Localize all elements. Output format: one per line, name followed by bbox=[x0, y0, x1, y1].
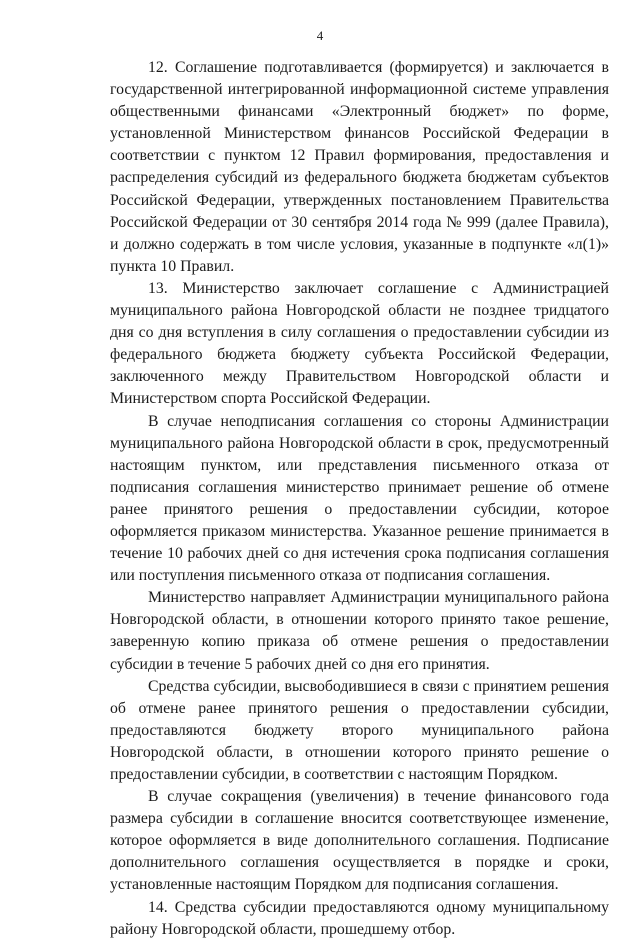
paragraph-order-copy: Министерство направляет Администрации муниципального района Новгородской области, в отношении которого принято такое решение, заверенную копию приказа об отмене решения о предоставлении субсидии в течение 5 рабочих дней со дня его принятия. bbox=[110, 589, 609, 673]
paragraph-non-signing: В случае неподписания соглашения со стороны Администрации муниципального района Новгородской области в срок, предусмотренный настоящим пунктом, или представления письменного отказа от подписания соглашения министерство принимает решение об отмене ранее принятого решения о предоставлении субсидии, которое оформляется приказом министерства. Указанное решение принимается в течение 10 рабочих дней со дня истечения срока подписания соглашения или поступления письменного отказа от подписания соглашения. bbox=[110, 412, 609, 585]
paragraph-subsidy-change: В случае сокращения (увеличения) в течение финансового года размера субсидии в соглашение вносится соответствующее изменение, которое оформляется в виде дополнительного соглашения. Подписание дополнительного соглашения осуществляется в порядке и сроки, установленные настоящим Порядком для подписания соглашения. bbox=[110, 788, 609, 894]
paragraph-14-single-district: 14. Средства субсидии предоставляются одному муниципальному району Новгородской области, прошедшему отбор. bbox=[110, 898, 609, 938]
document-body bbox=[110, 57, 609, 941]
paragraph-12-agreement-preparation: 12. Соглашение подготавливается (формируется) и заключается в государственной интегрированной информационной системе управления общественными финансами «Электронный бюджет» по форме, установленной Министерством финансов Российской Федерации в соответствии с пунктом 12 Правил формирования, предоставления и распределения субсидий из федерального бюджета бюджетам субъектов Российской Федерации, утвержденных постановлением Правительства Российской Федерации от 30 сентября 2014 года № 999 (далее Правила), и должно содержать в том числе условия, указанные в подпункте «л(1)» пункта 10 Правил. bbox=[110, 59, 609, 275]
paragraph-released-funds: Средства субсидии, высвободившиеся в связи с принятием решения об отмене ранее принятого решения о предоставлении субсидии, предоставляются бюджету второго муниципального района Новгородской области, в отношении которого принято решение о предоставлении субсидии, в соответствии с настоящим Порядком. bbox=[110, 677, 609, 783]
page-number: 4 bbox=[316, 28, 324, 43]
paragraph-13-agreement-conclusion: 13. Министерство заключает соглашение с Администрацией муниципального района Новгородской области не позднее тридцатого дня со дня вступления в силу соглашения о предоставлении субсидии из федерального бюджета бюджету субъекта Российской Федерации, заключенного между Правительством Новгородской области и Министерством спорта Российской Федерации. bbox=[110, 279, 609, 408]
